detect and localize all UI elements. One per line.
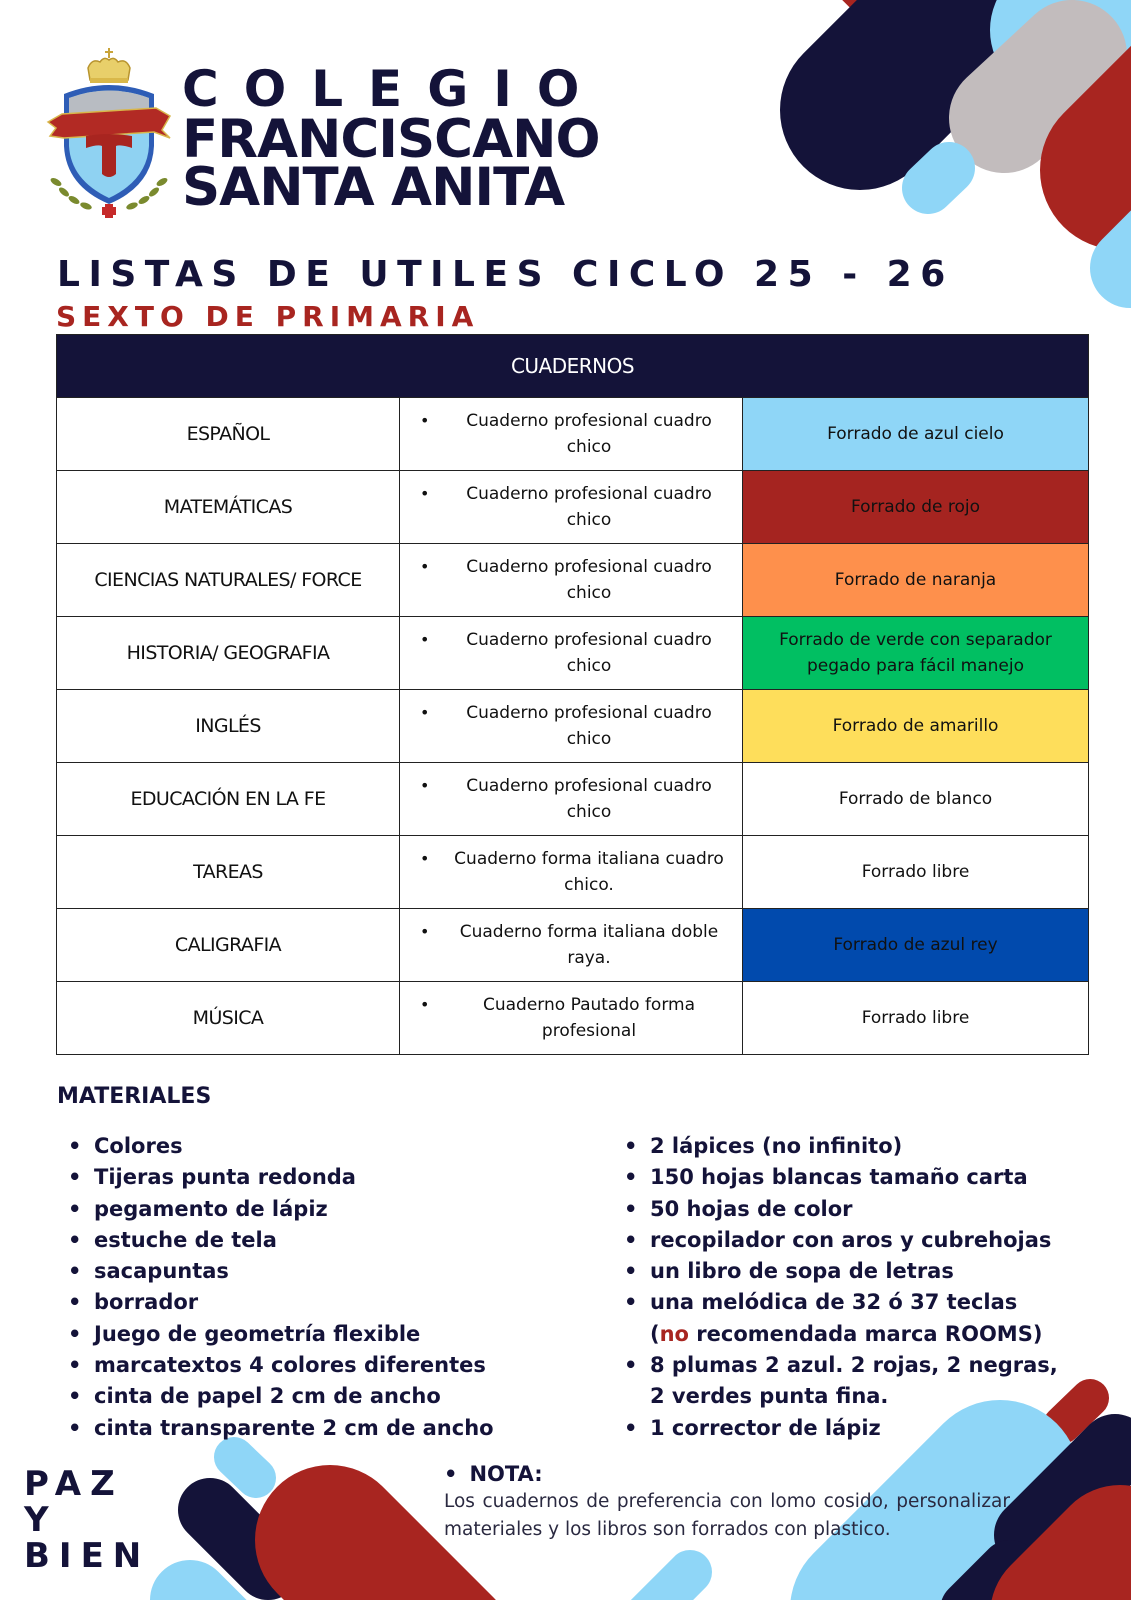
list-item: • 8 plumas 2 azul. 2 rojas, 2 negras, 2 verdes punta fina.: [624, 1353, 1058, 1409]
materials-list-left: [56, 1131, 494, 1444]
motto-paz: PAZ: [24, 1464, 124, 1504]
list-item: • una melódica de 32 ó 37 teclas (no recomendada marca ROOMS): [624, 1290, 1043, 1346]
crown-icon: [88, 48, 130, 83]
school-name-line-1: COLEGIO: [182, 60, 605, 118]
notebook-cell: • Cuaderno profesional cuadro chico: [400, 398, 743, 471]
table-row: [57, 471, 1089, 544]
table-row: [57, 690, 1089, 763]
materials-title: MATERIALES: [57, 1084, 212, 1109]
cover-cell: Forrado libre: [743, 836, 1089, 909]
bullet-icon: •: [420, 849, 430, 868]
notebook-cell: • Cuaderno profesional cuadro chico: [400, 617, 743, 690]
list-item: • borrador: [68, 1290, 199, 1315]
notebook-cell: • Cuaderno profesional cuadro chico: [400, 690, 743, 763]
cover-cell: Forrado de rojo: [743, 471, 1089, 544]
table-header-cuadernos: CUADERNOS: [57, 335, 1089, 398]
list-item: • 50 hojas de color: [624, 1196, 853, 1221]
subject-cell: HISTORIA/ GEOGRAFIA: [57, 617, 400, 690]
notebook-cell: • Cuaderno profesional cuadro chico: [400, 763, 743, 836]
school-name-line-3: SANTA ANITA: [182, 157, 565, 218]
bullet-icon: •: [420, 411, 430, 430]
list-item: • recopilador con aros y cubrehojas: [624, 1227, 1052, 1252]
list-item: • Juego de geometría flexible: [68, 1321, 421, 1346]
cover-cell: Forrado de naranja: [743, 544, 1089, 617]
notebook-cell: • Cuaderno profesional cuadro chico: [400, 544, 743, 617]
subject-cell: EDUCACIÓN EN LA FE: [57, 763, 400, 836]
bullet-icon: •: [420, 995, 430, 1014]
list-item: • cinta de papel 2 cm de ancho: [68, 1384, 441, 1409]
list-item: • 2 lápices (no infinito): [624, 1134, 903, 1158]
note-text: Los cuadernos de preferencia con lomo cosido, personalizar materiales y los libros son forrados con plastico.: [444, 1491, 1010, 1540]
list-item: • 150 hojas blancas tamaño carta: [624, 1165, 1028, 1190]
motto-y: Y: [24, 1500, 58, 1540]
table-row: [57, 982, 1089, 1055]
table-row: [57, 763, 1089, 836]
subject-cell: MATEMÁTICAS: [57, 471, 400, 544]
list-item: • un libro de sopa de letras: [624, 1259, 954, 1284]
bullet-icon: •: [420, 703, 430, 722]
top-right-decoration: [860, 0, 1131, 268]
bullet-icon: •: [420, 922, 430, 941]
school-name: [182, 60, 605, 218]
table-row: [57, 544, 1089, 617]
bullet-icon: •: [420, 630, 430, 649]
motto: [24, 1466, 150, 1574]
list-item: • marcatextos 4 colores diferentes: [68, 1353, 486, 1378]
note-title: • NOTA:: [444, 1462, 543, 1486]
bottom-left-decoration: [190, 1457, 440, 1600]
bottom-middle-decoration: [640, 1572, 690, 1600]
subject-cell: CIENCIAS NATURALES/ FORCE: [57, 544, 400, 617]
list-item: • cinta transparente 2 cm de ancho: [68, 1415, 494, 1440]
subject-cell: MÚSICA: [57, 982, 400, 1055]
school-crest-logo: [42, 46, 176, 218]
subject-cell: TAREAS: [57, 836, 400, 909]
bullet-icon: •: [420, 484, 430, 503]
table-row: [57, 617, 1089, 690]
cover-cell: Forrado de amarillo: [743, 690, 1089, 763]
list-item: • Tijeras punta redonda: [68, 1165, 356, 1190]
cover-cell: Forrado de blanco: [743, 763, 1089, 836]
motto-bien: BIEN: [24, 1536, 151, 1576]
note-section: [444, 1460, 1010, 1544]
list-item: • estuche de tela: [68, 1227, 277, 1252]
notebook-cell: • Cuaderno forma italiana cuadro chico.: [400, 836, 743, 909]
cover-cell: Forrado libre: [743, 982, 1089, 1055]
subject-cell: CALIGRAFIA: [57, 909, 400, 982]
list-item: • sacapuntas: [68, 1259, 229, 1284]
cover-cell: Forrado de verde con separador pegado para fácil manejo: [743, 617, 1089, 690]
school-name-line-2: FRANCISCANO: [182, 109, 600, 170]
list-item: • 1 corrector de lápiz: [624, 1415, 881, 1440]
page-title: LISTAS DE UTILES CICLO 25 - 26: [57, 254, 954, 295]
subject-cell: INGLÉS: [57, 690, 400, 763]
grade-subtitle: SEXTO DE PRIMARIA: [56, 300, 480, 333]
emphasis-no: no: [659, 1321, 689, 1346]
subject-cell: ESPAÑOL: [57, 398, 400, 471]
table-row: [57, 836, 1089, 909]
notebooks-table: [56, 334, 1089, 1055]
notebook-cell: • Cuaderno forma italiana doble raya.: [400, 909, 743, 982]
notebook-cell: • Cuaderno Pautado forma profesional: [400, 982, 743, 1055]
notebook-cell: • Cuaderno profesional cuadro chico: [400, 471, 743, 544]
list-item: • pegamento de lápiz: [68, 1196, 328, 1221]
table-row: [57, 909, 1089, 982]
materials-list-right: [612, 1131, 1058, 1444]
table-row: [57, 398, 1089, 471]
cover-cell: Forrado de azul cielo: [743, 398, 1089, 471]
list-item: • Colores: [68, 1134, 183, 1158]
bullet-icon: •: [420, 776, 430, 795]
cover-cell: Forrado de azul rey: [743, 909, 1089, 982]
bullet-icon: •: [420, 557, 430, 576]
